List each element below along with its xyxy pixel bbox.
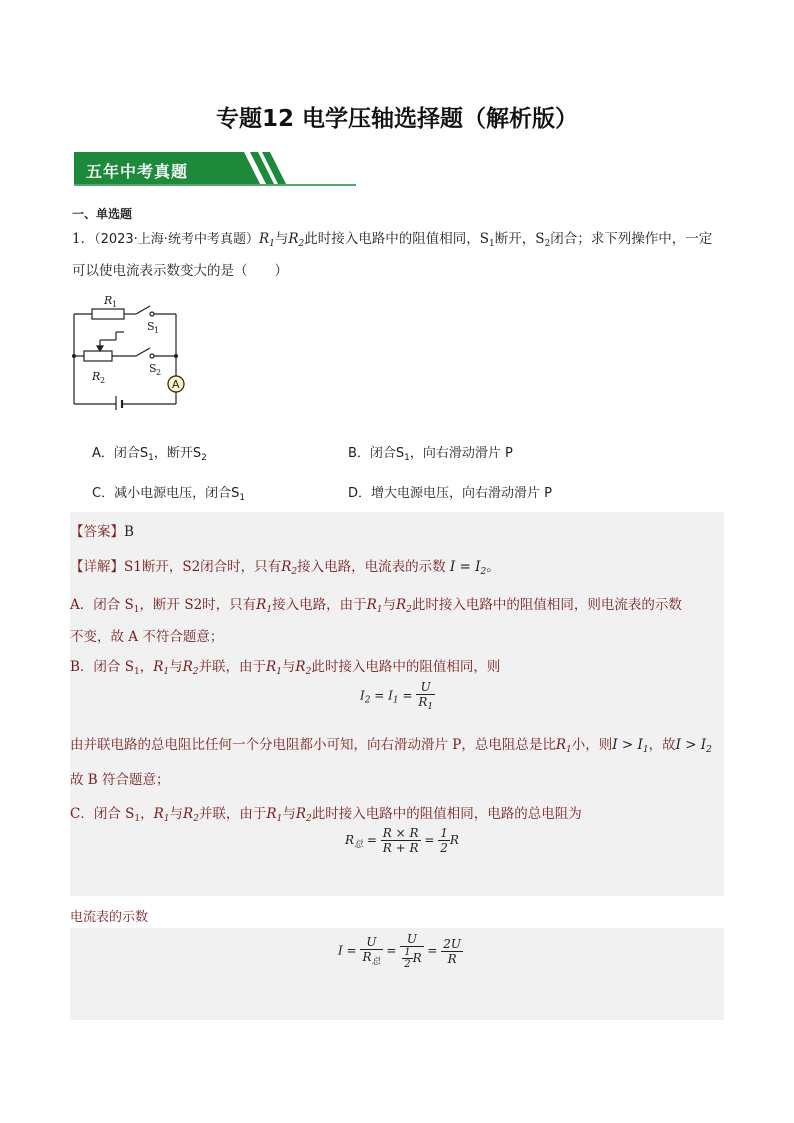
page-title: 专题12 电学压轴选择题（解析版） xyxy=(215,106,578,132)
circuit-diagram xyxy=(64,290,194,410)
detail-line-a: A．闭合 $S_1$，断开 S2时，只有$R_1$接入电路，由于$R_1$与$R_2$此时接入电路中的阻值相同，则电流表的示数 不变，故 A 不符合题意； xyxy=(70,597,682,645)
banner-label: 五年中考真题 xyxy=(86,162,189,181)
option-d[interactable]: D．增大电源电压，向右滑动滑片 P xyxy=(348,486,552,501)
option-a[interactable]: A．闭合$S_1$，断开$S_2$ xyxy=(92,446,207,463)
svg-text:R: R xyxy=(104,294,113,307)
option-b[interactable]: B．闭合$S_1$，向右滑动滑片 P xyxy=(348,446,513,463)
svg-text:R: R xyxy=(92,370,101,383)
svg-text:1: 1 xyxy=(112,300,118,309)
detail-line-1: 【详解】S1断开，S2闭合时，只有$R_2$接入电路，电流表的示数 $I = I_2$。 xyxy=(70,559,500,577)
answer-line: 【答案】B xyxy=(70,524,134,540)
detail-line-b3: 故 B 符合题意； xyxy=(70,772,170,788)
option-c[interactable]: C．减小电源电压，闭合$S_1$ xyxy=(92,486,246,503)
svg-text:A: A xyxy=(172,378,180,391)
formula-b: $I_2 = I_1$ = $\frac{U}{R_1}$ xyxy=(360,680,434,712)
detail-line-b: B．闭合 $S_1$，$R_1$与$R_2$并联，由于$R_1$与$R_2$此时接入电路中的阻值相同，则 xyxy=(70,659,501,677)
svg-text:2: 2 xyxy=(156,368,162,377)
detail-line-c2: 电流表的示数 xyxy=(70,910,149,925)
detail-line-c: C．闭合 $S_1$，$R_1$与$R_2$并联，由于$R_1$与$R_2$此时接入电路中的阻值相同，电路的总电阻为 xyxy=(70,806,582,824)
svg-text:2: 2 xyxy=(100,376,106,385)
question-1: 1．（2023·上海·统考中考真题）$R_1$与$R_2$此时接入电路中的阻值相同，$S_1$断开，$S_2$闭合；求下列操作中，一定可以使电流表示数变大的是（ ） xyxy=(72,231,713,279)
detail-line-b2: 由并联电路的总电阻比任何一个分电阻都小可知，向右滑动滑片 P，总电阻总是比$R_1$小，则$I > I_1$，故$I > I_2$ xyxy=(70,737,712,755)
formula-current: I = $\frac{U}{R_总}$ = U $\frac{1}{2}$ R = $\frac{2U}{R}$ xyxy=(338,932,462,970)
svg-text:S: S xyxy=(147,320,155,333)
svg-text:S: S xyxy=(149,362,157,375)
svg-text:1: 1 xyxy=(154,326,160,335)
section-heading: 一、单选题 xyxy=(72,207,133,221)
formula-c: $R_总$ = $\frac{R \times R}{R + R}$ = $\frac{1}{2}$ R xyxy=(345,826,459,855)
